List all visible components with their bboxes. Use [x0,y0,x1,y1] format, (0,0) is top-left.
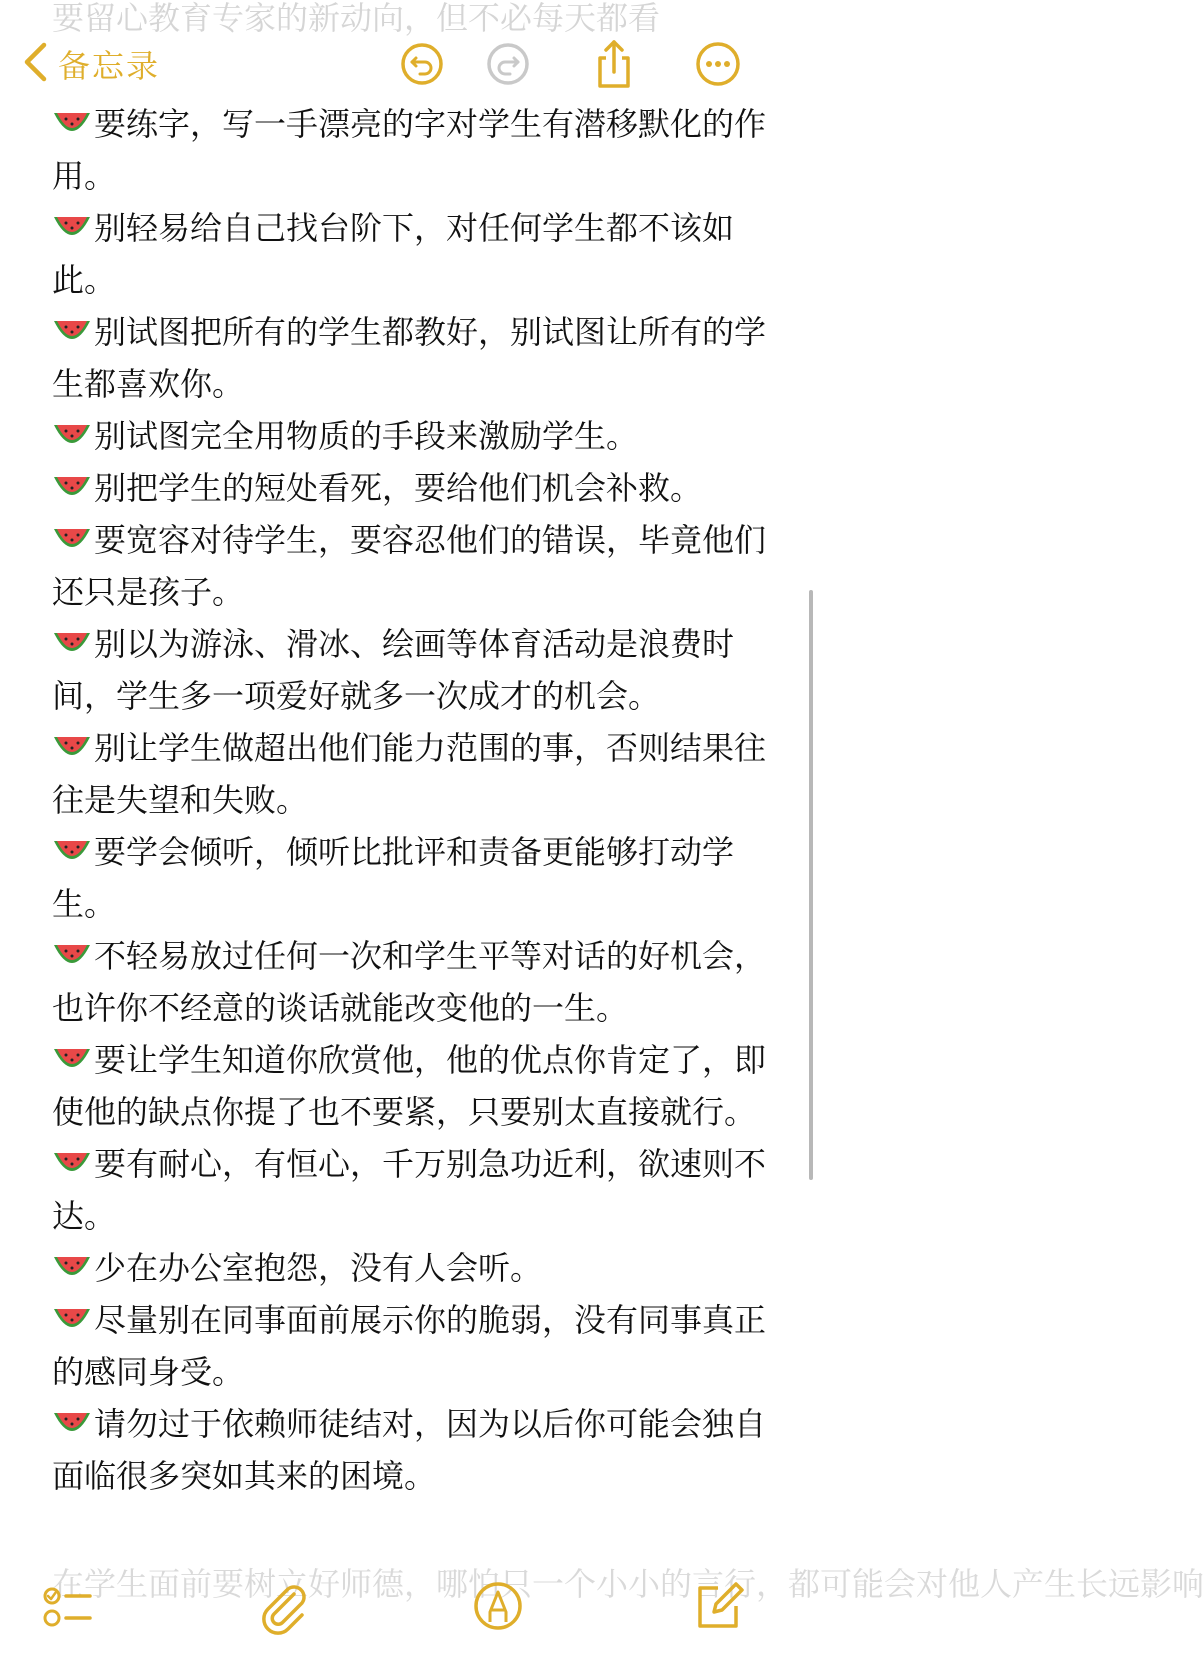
watermelon-icon [52,830,92,860]
back-label: 备忘录 [58,47,161,85]
list-item [52,1242,772,1294]
faded-bottom-text: 在学生面前要树立好师德，哪怕只一个小小的言行，都可能会对他人产生长远影响 [52,1565,1204,1603]
scrollbar[interactable] [809,590,813,1180]
undo-icon[interactable] [394,36,450,92]
more-icon[interactable] [690,36,746,92]
share-icon[interactable] [586,36,642,92]
list-item [52,410,772,462]
watermelon-icon [52,1246,92,1276]
watermelon-icon [52,1142,92,1172]
list-item [52,826,772,930]
watermelon-icon [52,622,92,652]
bottom-toolbar [0,1568,818,1648]
faded-top-text: 要留心教育专家的新动向，但不必每天都看 [52,0,661,37]
item-text: 要宽容对待学生，要容忍他们的错误，毕竟他们还只是孩子。 [52,521,767,611]
list-item [52,1138,772,1242]
navbar [0,28,818,104]
item-text: 别试图完全用物质的手段来激励学生。 [94,417,639,455]
list-item [52,462,772,514]
note-body[interactable] [52,98,772,1502]
list-item [52,930,772,1034]
list-item [52,306,772,410]
watermelon-icon [52,466,92,496]
watermelon-icon [52,1298,92,1328]
list-item [52,1034,772,1138]
item-text: 请勿过于依赖师徒结对，因为以后你可能会独自面临很多突如其来的困境。 [52,1405,767,1495]
item-text: 少在办公室抱怨，没有人会听。 [94,1249,543,1287]
list-item [52,98,772,202]
compose-icon[interactable] [688,1576,748,1636]
list-item [52,618,772,722]
redo-icon[interactable] [480,36,536,92]
item-text: 别以为游泳、滑冰、绘画等体育活动是浪费时间，学生多一项爱好就多一次成才的机会。 [52,625,735,715]
list-item [52,1294,772,1398]
item-text: 要学会倾听，倾听比批评和责备更能够打动学生。 [52,833,735,923]
checklist-icon[interactable] [38,1576,98,1636]
item-text: 要练字，写一手漂亮的字对学生有潜移默化的作用。 [52,105,767,195]
item-text: 不轻易放过任何一次和学生平等对话的好机会，也许你不经意的谈话就能改变他的一生。 [52,937,767,1027]
watermelon-icon [52,1038,92,1068]
item-text: 别轻易给自己找台阶下，对任何学生都不该如此。 [52,209,735,299]
attachment-icon[interactable] [254,1576,314,1636]
watermelon-icon [52,518,92,548]
markup-icon[interactable] [468,1576,528,1636]
watermelon-icon [52,1402,92,1432]
item-text: 要有耐心，有恒心，千万别急功近利，欲速则不达。 [52,1145,767,1235]
list-item [52,514,772,618]
watermelon-icon [52,206,92,236]
item-text: 尽量别在同事面前展示你的脆弱，没有同事真正的感同身受。 [52,1301,767,1391]
watermelon-icon [52,310,92,340]
item-text: 别把学生的短处看死，要给他们机会补救。 [94,469,703,507]
item-text: 要让学生知道你欣赏他，他的优点你肯定了，即使他的缺点你提了也不要紧，只要别太直接就行。 [52,1041,767,1131]
watermelon-icon [52,414,92,444]
chevron-left-icon [22,42,48,86]
list-item [52,202,772,306]
watermelon-icon [52,726,92,756]
item-text: 别试图把所有的学生都教好，别试图让所有的学生都喜欢你。 [52,313,767,403]
watermelon-icon [52,934,92,964]
list-item [52,722,772,826]
watermelon-icon [52,102,92,132]
item-text: 别让学生做超出他们能力范围的事，否则结果往往是失望和失败。 [52,729,767,819]
back-button[interactable] [22,36,160,92]
list-item [52,1398,772,1502]
